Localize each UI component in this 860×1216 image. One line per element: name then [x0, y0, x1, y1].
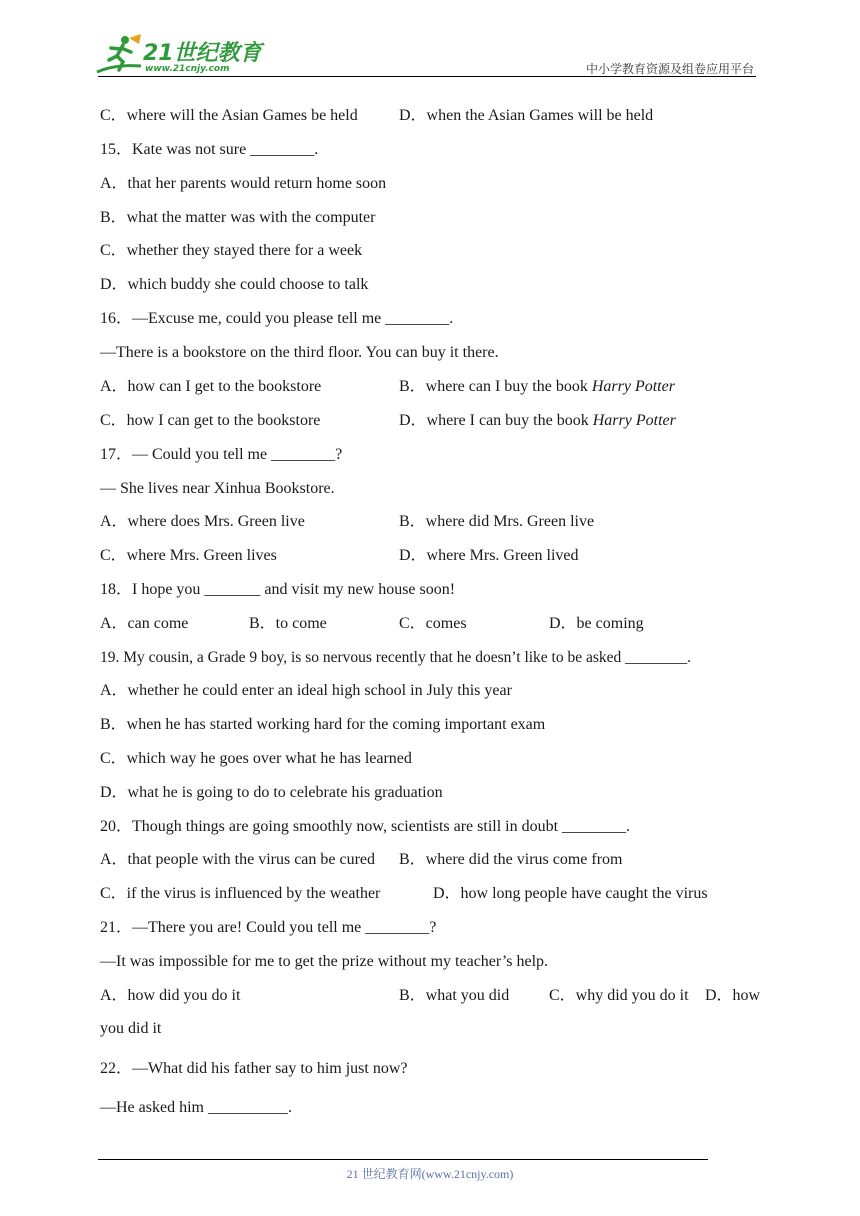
q18-option-d: D．be coming — [549, 615, 644, 632]
q18-option-b: B．to come — [249, 615, 327, 632]
q15-option-d: D．which buddy she could choose to talk — [100, 276, 369, 293]
logo-sub-text: www.21cnjy.com — [145, 64, 230, 74]
q15-option-c: C．whether they stayed there for a week — [100, 242, 363, 259]
q20-option-d: D．how long people have caught the virus — [433, 885, 708, 902]
q17-option-c: C．where Mrs. Green lives — [100, 547, 277, 564]
q19-option-d: D．what he is going to do to celebrate his graduation — [100, 784, 443, 801]
q16-option-d — [399, 411, 676, 431]
q14-option-c: C．where will the Asian Games be held — [100, 107, 358, 124]
q21-option-c: C．why did you do it — [549, 987, 689, 1004]
q21-stem: 21．—There you are! Could you tell me ________? — [100, 919, 437, 936]
q20-stem: 20．Though things are going smoothly now, scientists are still in doubt ________. — [100, 818, 631, 835]
q18-stem: 18．I hope you _______ and visit my new house soon! — [100, 581, 456, 598]
q17-option-d: D．where Mrs. Green lived — [399, 547, 579, 564]
q19-option-a: A．whether he could enter an ideal high school in July this year — [100, 682, 512, 699]
header-divider — [98, 76, 756, 77]
q22-response: —He asked him __________. — [100, 1099, 292, 1116]
q21-option-d: D．how — [705, 987, 761, 1004]
q16-option-b — [399, 377, 675, 397]
q16-option-b-text: B．where can I buy the book — [399, 378, 592, 395]
q21-option-b: B．what you did — [399, 987, 510, 1004]
q16-response: —There is a bookstore on the third floor. You can buy it there. — [100, 344, 499, 361]
q21-option-d-cont: you did it — [100, 1020, 162, 1037]
q17-option-a: A．where does Mrs. Green live — [100, 513, 305, 530]
q19-option-b: B．when he has started working hard for the coming important exam — [100, 716, 546, 733]
q20-option-a: A．that people with the virus can be cured — [100, 851, 376, 868]
q17-response: — She lives near Xinhua Bookstore. — [100, 480, 335, 497]
footer-divider — [98, 1159, 708, 1160]
page-header — [0, 0, 860, 80]
q20-option-b: B．where did the virus come from — [399, 851, 623, 868]
q16-option-a: A．how can I get to the bookstore — [100, 378, 322, 395]
page-footer: 21 世纪教育网(www.21cnjy.com) — [346, 1167, 514, 1181]
q16-stem: 16．—Excuse me, could you please tell me ________. — [100, 310, 454, 327]
site-logo — [95, 34, 265, 78]
q15-option-b: B．what the matter was with the computer — [100, 209, 376, 226]
runner-logo-icon — [95, 34, 145, 78]
q22-stem: 22．—What did his father say to him just now? — [100, 1060, 408, 1077]
q21-response: —It was impossible for me to get the prize without my teacher’s help. — [100, 953, 549, 970]
q20-option-c: C．if the virus is influenced by the weather — [100, 885, 381, 902]
q17-stem: 17．— Could you tell me ________? — [100, 446, 343, 463]
q18-option-c: C．comes — [399, 615, 467, 632]
q16-option-b-title: Harry Potter — [591, 378, 675, 395]
header-platform-text: 中小学教育资源及组卷应用平台 — [585, 62, 754, 76]
q14-option-d: D．when the Asian Games will be held — [399, 107, 654, 124]
q15-option-a: A．that her parents would return home soon — [100, 175, 387, 192]
q19-option-c: C．which way he goes over what he has learned — [100, 750, 412, 767]
q18-option-a: A．can come — [100, 615, 189, 632]
q16-option-d-text: D．where I can buy the book — [399, 412, 593, 429]
q16-option-c: C．how I can get to the bookstore — [100, 412, 321, 429]
q17-option-b: B．where did Mrs. Green live — [399, 513, 595, 530]
q21-option-a: A．how did you do it — [100, 987, 241, 1004]
logo-main-text: 21世纪教育 — [143, 41, 262, 66]
q16-option-d-title: Harry Potter — [592, 412, 676, 429]
q19-stem: 19. My cousin, a Grade 9 boy, is so nervous recently that he doesn’t like to be asked ________. — [100, 649, 692, 666]
q15-stem: 15．Kate was not sure ________. — [100, 141, 319, 158]
